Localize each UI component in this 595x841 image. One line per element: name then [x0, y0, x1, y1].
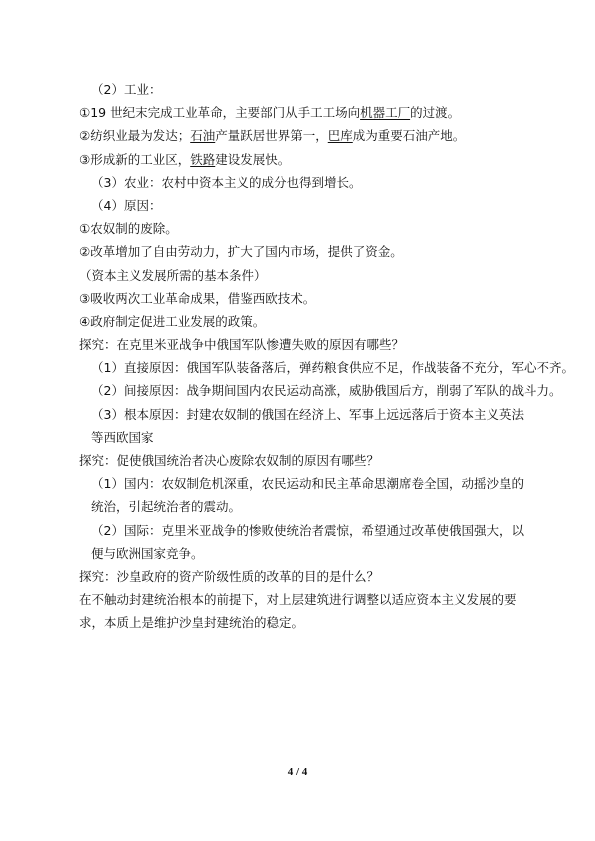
industry-point-2: [79, 124, 529, 147]
serfdom-domestic-cause: [79, 472, 529, 518]
text-segment: ①农奴制的废除。: [79, 221, 178, 237]
document-content: [79, 78, 574, 635]
reason-2: [79, 240, 529, 263]
text-segment: 探究：沙皇政府的资产阶级性质的改革的目的是什么？: [79, 569, 380, 585]
underlined-term: 机器工厂: [360, 105, 411, 121]
text-segment: ③形成新的工业区，: [79, 151, 191, 167]
crimean-root-cause: [79, 403, 529, 449]
text-segment: 产量跃居世界第一，: [215, 128, 328, 144]
inquiry-serfdom-abolition: [79, 449, 529, 472]
underlined-term: 巴库: [327, 128, 353, 144]
section-industry-heading: [79, 78, 529, 101]
text-segment: 探究：在克里米亚战争中俄国军队惨遭失败的原因有哪些？: [79, 337, 405, 353]
text-segment: ②改革增加了自由劳动力，扩大了国内市场，提供了资金。: [79, 244, 403, 260]
reason-3: [79, 287, 529, 310]
text-segment: 在不触动封建统治根本的前提下，对上层建筑进行调整以适应资本主义发展的要求，本质上是维护沙皇封建统治的稳定。: [79, 592, 517, 631]
reform-purpose-answer: [79, 588, 529, 634]
serfdom-international-cause: [79, 519, 529, 565]
inquiry-reform-purpose: [79, 565, 529, 588]
text-segment: （2）间接原因：战争期间国内农民运动高涨，威胁俄国后方，削弱了军队的战斗力。: [91, 383, 562, 399]
text-segment: （3）根本原因：封建农奴制的俄国在经济上、军事上远远落后于资本主义英法等西欧国家: [91, 406, 524, 445]
industry-point-3: [79, 148, 529, 171]
text-segment: ③吸收两次工业革命成果，借鉴西欧技术。: [79, 290, 316, 306]
text-segment: （资本主义发展所需的基本条件）: [79, 267, 267, 283]
reason-note: [79, 264, 529, 287]
inquiry-crimean-war: [79, 333, 529, 356]
text-segment: （2）国际：克里米亚战争的惨败使统治者震惊，希望通过改革使俄国强大，以便与欧洲国家竞争。: [91, 522, 524, 561]
text-segment: （4）原因：: [91, 197, 162, 213]
section-reasons-heading: [79, 194, 529, 217]
underlined-term: 石油: [190, 128, 216, 144]
text-segment: （2）工业：: [91, 82, 162, 97]
reason-4: [79, 310, 529, 333]
text-segment: 成为重要石油产地。: [352, 128, 466, 144]
text-segment: 的过渡。: [410, 105, 461, 121]
reason-1: [79, 217, 529, 240]
text-segment: （1）直接原因：俄国军队装备落后，弹药粮食供应不足，作战装备不充分，军心不齐。: [91, 360, 574, 376]
industry-point-1: [79, 101, 529, 124]
text-segment: 探究：促使俄国统治者决心废除农奴制的原因有哪些？: [79, 453, 380, 469]
crimean-direct-cause: [79, 356, 574, 379]
text-segment: ④政府制定促进工业发展的政策。: [79, 313, 266, 329]
underlined-term: 铁路: [190, 151, 216, 167]
text-segment: ①19 世纪末完成工业革命，主要部门从手工工场向: [79, 105, 361, 121]
section-agriculture: [79, 171, 529, 194]
text-segment: ②纺织业最为发达；: [79, 128, 191, 144]
crimean-indirect-cause: [79, 379, 562, 402]
text-segment: （1）国内：农奴制危机深重，农民运动和民主革命思潮席卷全国，动摇沙皇的统治，引起统治者的震动。: [91, 476, 524, 515]
page-number: 4 / 4: [287, 766, 308, 778]
text-segment: 建设发展快。: [215, 151, 291, 167]
text-segment: （3）农业：农村中资本主义的成分也得到增长。: [91, 174, 362, 190]
